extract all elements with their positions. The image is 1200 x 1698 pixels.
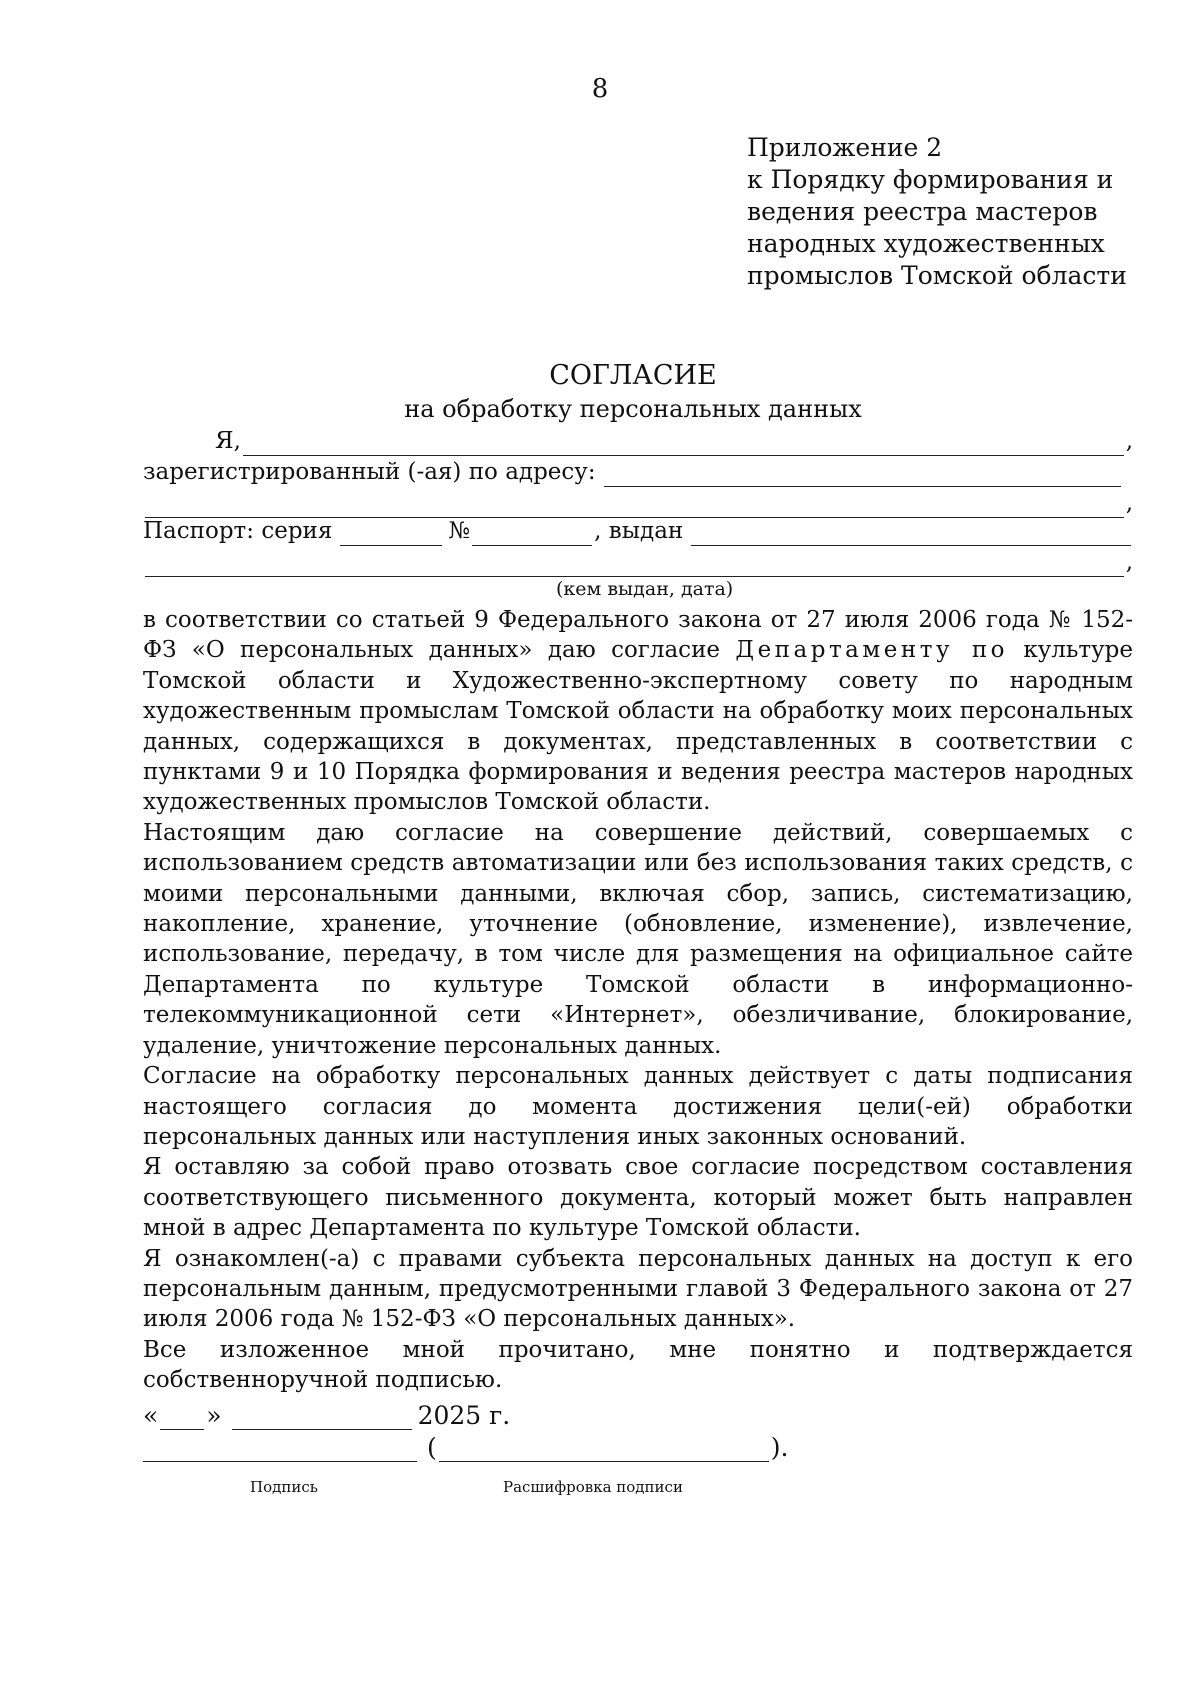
name-line <box>143 426 1133 456</box>
appendix-line: промыслов Томской области <box>747 261 1127 290</box>
body-paragraph: Все изложенное мной прочитано, мне понятно и подтверждается собственноручной подписью. <box>143 1336 1133 1394</box>
date-row <box>143 1398 510 1430</box>
month-field[interactable] <box>232 1405 412 1430</box>
issued-by-field-continuation[interactable] <box>145 554 1124 577</box>
passport-series-field[interactable] <box>340 523 442 546</box>
paren-close: ). <box>770 1433 789 1462</box>
appendix-line: к Порядку формирования и <box>747 165 1114 194</box>
appendix-line: ведения реестра мастеров <box>747 197 1098 226</box>
body-text-part: в соответствии со статьей 9 Федерального закона от 27 июля 2006 года № 152-ФЗ «О персональных данных» даю согласие <box>143 607 1133 664</box>
i-label: Я, <box>215 428 241 454</box>
address-field[interactable] <box>604 464 1121 487</box>
issued-by-field[interactable] <box>691 523 1131 546</box>
page-number: 8 <box>591 74 609 104</box>
comma: , <box>1125 549 1133 575</box>
signature-row <box>143 1430 788 1462</box>
quote-open: « <box>143 1401 159 1430</box>
number-label: № <box>448 518 471 544</box>
issued-label: , выдан <box>594 518 684 544</box>
year-label: 2025 г. <box>417 1401 511 1430</box>
body-paragraph: Я ознакомлен(-а) с правами субъекта персональных данных на доступ к его персональным данным, предусмотренными главой 3 Федерального закона от 27 июля 2006 года № 152-ФЗ «О персональных данных». <box>143 1245 1133 1333</box>
comma: , <box>1125 428 1133 454</box>
document-subtitle: на обработку персональных данных <box>404 395 862 423</box>
appendix-block <box>747 132 1127 292</box>
decryption-label: Расшифровка подписи <box>503 1478 683 1496</box>
passport-label: Паспорт: серия <box>143 518 333 544</box>
consent-body <box>143 605 1133 1396</box>
body-paragraph: Настоящим даю согласие на совершение действий, совершаемых с использованием средств автоматизации или без использования таких средств, с моими персональными данными, включая сбор, запись, систематизацию, накопление, хранение, уточнение (обновление, изменение), извлечение, использование, передачу, в том числе для размещения на официальное сайте Департамента по культуре Томской области в информационно-телекоммуникационной сети «Интернет», обезличивание, блокирование, удаление, уничтожение персональных данных. <box>143 819 1133 1059</box>
day-field[interactable] <box>160 1405 204 1430</box>
body-text-spaced: Департаменту по <box>735 637 1009 664</box>
paren-open: ( <box>427 1433 437 1462</box>
appendix-line: народных художественных <box>747 229 1105 258</box>
address-continuation-line <box>143 488 1133 518</box>
comma: , <box>1125 490 1133 516</box>
body-paragraph: Я оставляю за собой право отозвать свое согласие посредством составления соответствующего письменного документа, который может быть направлен мной в адрес Департамента по культуре Томской области. <box>143 1154 1133 1242</box>
passport-line <box>143 516 1133 546</box>
issued-caption: (кем выдан, дата) <box>556 578 734 600</box>
signature-label: Подпись <box>250 1478 318 1496</box>
appendix-line: Приложение 2 <box>747 133 943 162</box>
passport-number-field[interactable] <box>472 523 592 546</box>
body-paragraph <box>143 605 1133 818</box>
name-field[interactable] <box>243 433 1124 456</box>
body-paragraph: Согласие на обработку персональных данных действует с даты подписания настоящего согласия до момента достижения цели(-ей) обработки персональных данных или наступления иных законных оснований. <box>143 1063 1133 1150</box>
quote-close: » <box>206 1401 222 1430</box>
body-text-part: культуре Томской области и Художественно-экспертному совету по народным художественным промыслам Томской области на обработку моих персональных данных, содержащихся в документах, представленных в соответствии с пунктами 9 и 10 Порядка формирования и ведения реестра мастеров народных художественных промыслов Томской области. <box>143 637 1134 816</box>
document-title: СОГЛАСИЕ <box>549 360 717 391</box>
signature-field[interactable] <box>143 1437 417 1462</box>
signature-decryption-field[interactable] <box>439 1437 769 1462</box>
address-line <box>143 457 1123 487</box>
address-field-continuation[interactable] <box>145 495 1124 518</box>
registered-label: зарегистрированный (-ая) по адресу: <box>143 459 596 485</box>
issued-continuation-line <box>143 547 1133 577</box>
